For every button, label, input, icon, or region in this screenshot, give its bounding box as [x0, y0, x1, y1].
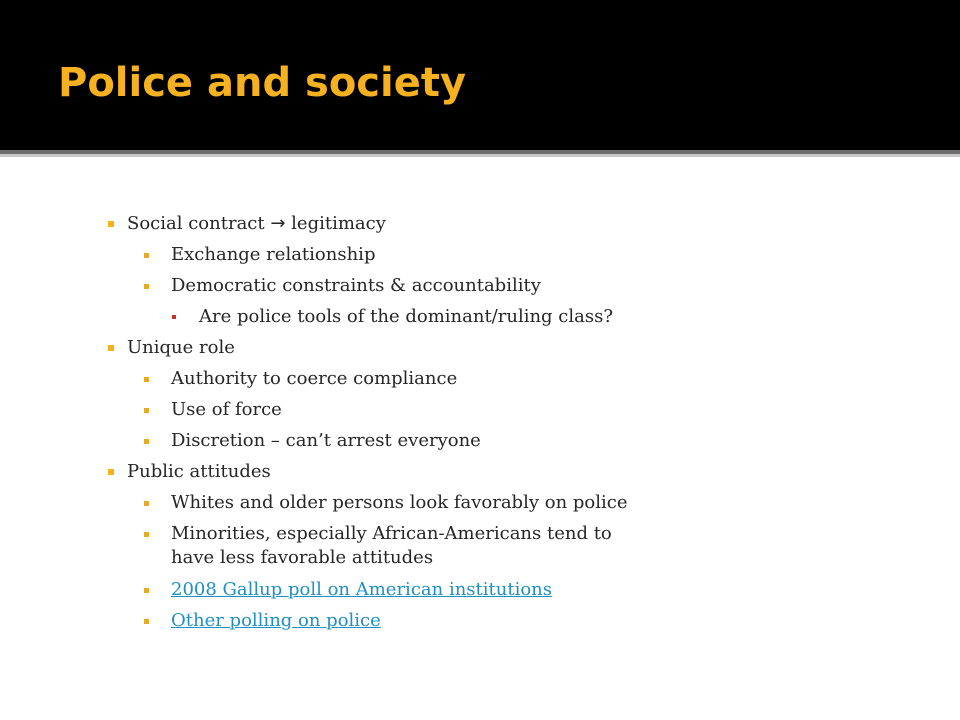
gallup-poll-link[interactable]: 2008 Gallup poll on American institutions	[171, 579, 553, 600]
item-text: have less favorable attitudes	[171, 547, 434, 568]
item-text: Unique role	[127, 337, 235, 358]
square-bullet-icon	[144, 491, 154, 515]
item-text: Democratic constraints & accountability	[171, 275, 541, 296]
square-bullet-icon	[144, 398, 154, 422]
square-bullet-icon	[172, 305, 182, 329]
item-text: Exchange relationship	[171, 244, 376, 265]
item-text: Social contract	[127, 213, 271, 234]
square-bullet-icon	[108, 212, 118, 236]
square-bullet-icon	[108, 460, 118, 484]
right-arrow-icon: →	[270, 213, 286, 234]
square-bullet-icon	[144, 243, 154, 267]
square-bullet-icon	[144, 367, 154, 391]
square-bullet-icon	[144, 578, 154, 602]
item-text: Are police tools of the dominant/ruling class?	[199, 306, 613, 327]
item-text: Use of force	[171, 399, 282, 420]
item-text: Public attitudes	[127, 461, 271, 482]
slide-title: Police and society	[58, 60, 467, 106]
square-bullet-icon	[144, 522, 154, 546]
other-polling-link[interactable]: Other polling on police	[171, 610, 381, 631]
square-bullet-icon	[144, 274, 154, 298]
item-text: Discretion – can’t arrest everyone	[171, 430, 481, 451]
item-text: Whites and older persons look favorably on police	[171, 492, 628, 513]
square-bullet-icon	[144, 429, 154, 453]
item-text: Minorities, especially African-Americans tend to	[171, 523, 612, 544]
item-text: legitimacy	[285, 213, 386, 234]
item-text: Authority to coerce compliance	[171, 368, 458, 389]
square-bullet-icon	[108, 336, 118, 360]
square-bullet-icon	[144, 609, 154, 633]
